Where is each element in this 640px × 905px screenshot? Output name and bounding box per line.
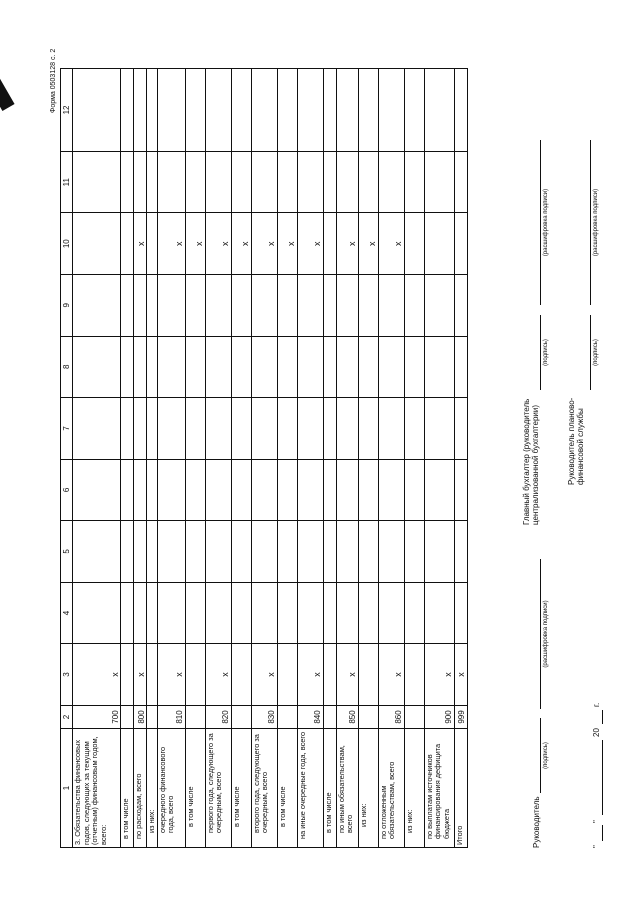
- date-day-line: [602, 825, 603, 841]
- empty-cell: [205, 274, 231, 336]
- empty-cell: [454, 336, 467, 398]
- empty-cell: [277, 521, 297, 583]
- row-label: первого года, следующего за очередным, всего: [205, 729, 231, 848]
- empty-cell: [277, 398, 297, 460]
- table-row: [358, 69, 378, 848]
- empty-cell: [157, 69, 185, 152]
- row-label: из них:: [358, 729, 378, 848]
- column-header: 4: [61, 582, 73, 644]
- empty-cell: [73, 521, 121, 583]
- date-year-line: [602, 710, 603, 724]
- empty-cell: [134, 151, 147, 213]
- empty-cell: [404, 644, 424, 706]
- row-code: [185, 705, 205, 728]
- empty-cell: [231, 274, 251, 336]
- empty-cell: [404, 336, 424, 398]
- row-code: 830: [251, 705, 277, 728]
- empty-cell: [424, 336, 454, 398]
- empty-cell: [404, 213, 424, 275]
- column-header-row: [61, 69, 73, 848]
- table-row: [147, 69, 158, 848]
- empty-cell: [185, 336, 205, 398]
- empty-cell: [157, 151, 185, 213]
- head-decode-line: [540, 559, 541, 709]
- empty-cell: [121, 151, 134, 213]
- x-mark-cell: x: [297, 213, 323, 275]
- empty-cell: [134, 69, 147, 152]
- empty-cell: [231, 582, 251, 644]
- column-header: 7: [61, 398, 73, 460]
- empty-cell: [404, 274, 424, 336]
- table-row: [121, 69, 134, 848]
- empty-cell: [358, 644, 378, 706]
- column-header: 9: [61, 274, 73, 336]
- date-quote-close: ": [592, 820, 601, 823]
- empty-cell: [323, 69, 336, 152]
- table-row: [277, 69, 297, 848]
- row-label: в том числе: [185, 729, 205, 848]
- table-row: [424, 69, 454, 848]
- table-row: [185, 69, 205, 848]
- row-code: 840: [297, 705, 323, 728]
- x-mark-cell: x: [134, 213, 147, 275]
- date-quote-open: ": [592, 845, 601, 848]
- empty-cell: [231, 69, 251, 152]
- empty-cell: [277, 274, 297, 336]
- empty-cell: [297, 69, 323, 152]
- row-code: [147, 705, 158, 728]
- table-row: [404, 69, 424, 848]
- empty-cell: [277, 644, 297, 706]
- row-label: в том числе: [231, 729, 251, 848]
- empty-cell: [121, 213, 134, 275]
- obligations-table: [60, 68, 468, 848]
- empty-cell: [424, 69, 454, 152]
- empty-cell: [454, 582, 467, 644]
- table-row: [231, 69, 251, 848]
- empty-cell: [121, 274, 134, 336]
- empty-cell: [297, 582, 323, 644]
- empty-cell: [323, 151, 336, 213]
- x-mark-cell: x: [251, 213, 277, 275]
- head-signature-hint: (подпись): [543, 742, 549, 769]
- empty-cell: [424, 582, 454, 644]
- empty-cell: [336, 582, 358, 644]
- empty-cell: [157, 582, 185, 644]
- empty-cell: [73, 336, 121, 398]
- empty-cell: [323, 398, 336, 460]
- empty-cell: [424, 398, 454, 460]
- empty-cell: [297, 398, 323, 460]
- empty-cell: [121, 336, 134, 398]
- empty-cell: [454, 69, 467, 152]
- x-mark-cell: x: [231, 213, 251, 275]
- row-code: 700: [73, 705, 121, 728]
- empty-cell: [147, 644, 158, 706]
- empty-cell: [251, 398, 277, 460]
- empty-cell: [378, 336, 404, 398]
- empty-cell: [251, 336, 277, 398]
- empty-cell: [454, 398, 467, 460]
- empty-cell: [454, 459, 467, 521]
- planning-decode-line: [590, 140, 591, 305]
- empty-cell: [404, 521, 424, 583]
- empty-cell: [358, 521, 378, 583]
- row-code: 800: [134, 705, 147, 728]
- head-decode-hint: (расшифровка подписи): [543, 600, 549, 668]
- empty-cell: [121, 398, 134, 460]
- empty-cell: [147, 582, 158, 644]
- row-label: по расходам, всего: [134, 729, 147, 848]
- accountant-signature-line: [540, 315, 541, 390]
- empty-cell: [378, 151, 404, 213]
- x-mark-cell: x: [185, 213, 205, 275]
- empty-cell: [251, 582, 277, 644]
- row-label: в том числе: [323, 729, 336, 848]
- empty-cell: [323, 459, 336, 521]
- table-row: [157, 69, 185, 848]
- empty-cell: [231, 398, 251, 460]
- date-month-line: [602, 740, 603, 815]
- row-label: из них:: [404, 729, 424, 848]
- row-label: очередного финансового года, всего: [157, 729, 185, 848]
- empty-cell: [297, 459, 323, 521]
- empty-cell: [134, 582, 147, 644]
- empty-cell: [231, 151, 251, 213]
- empty-cell: [185, 521, 205, 583]
- column-header: 10: [61, 213, 73, 275]
- empty-cell: [424, 151, 454, 213]
- row-code: 810: [157, 705, 185, 728]
- empty-cell: [404, 69, 424, 152]
- empty-cell: [121, 69, 134, 152]
- empty-cell: [323, 274, 336, 336]
- planning-signature-hint: (подпись): [593, 339, 599, 366]
- empty-cell: [277, 336, 297, 398]
- row-code: 860: [378, 705, 404, 728]
- row-code: [121, 705, 134, 728]
- accountant-signature-hint: (подпись): [543, 339, 549, 366]
- empty-cell: [121, 459, 134, 521]
- accountant-decode-hint: (расшифровка подписи): [543, 188, 549, 257]
- empty-cell: [185, 582, 205, 644]
- empty-cell: [404, 398, 424, 460]
- column-header: 8: [61, 336, 73, 398]
- empty-cell: [73, 274, 121, 336]
- empty-cell: [205, 459, 231, 521]
- empty-cell: [358, 69, 378, 152]
- x-mark-cell: x: [157, 644, 185, 706]
- empty-cell: [336, 274, 358, 336]
- empty-cell: [185, 644, 205, 706]
- table-row: [336, 69, 358, 848]
- empty-cell: [147, 336, 158, 398]
- empty-cell: [157, 521, 185, 583]
- empty-cell: [358, 582, 378, 644]
- row-code: 999: [454, 705, 467, 728]
- empty-cell: [454, 274, 467, 336]
- empty-cell: [454, 151, 467, 213]
- empty-cell: [147, 151, 158, 213]
- x-mark-cell: x: [358, 213, 378, 275]
- form-code: Форма 0503128 с. 2: [50, 48, 57, 113]
- empty-cell: [251, 459, 277, 521]
- row-code: 850: [336, 705, 358, 728]
- planning-head-label: Руководитель планово-финансовой службы: [567, 397, 585, 485]
- empty-cell: [147, 521, 158, 583]
- empty-cell: [134, 336, 147, 398]
- empty-cell: [205, 582, 231, 644]
- empty-cell: [323, 644, 336, 706]
- empty-cell: [358, 274, 378, 336]
- empty-cell: [231, 459, 251, 521]
- table-row: [73, 69, 121, 848]
- x-mark-cell: x: [205, 213, 231, 275]
- empty-cell: [277, 582, 297, 644]
- empty-cell: [358, 151, 378, 213]
- row-code: 820: [205, 705, 231, 728]
- x-mark-cell: x: [277, 213, 297, 275]
- row-code: [358, 705, 378, 728]
- row-code: [404, 705, 424, 728]
- empty-cell: [251, 69, 277, 152]
- empty-cell: [121, 521, 134, 583]
- empty-cell: [185, 459, 205, 521]
- x-mark-cell: x: [454, 644, 467, 706]
- empty-cell: [73, 582, 121, 644]
- scan-corner-mark: [0, 71, 15, 111]
- x-mark-cell: x: [424, 644, 454, 706]
- date-year-suffix: г.: [592, 702, 601, 707]
- empty-cell: [404, 582, 424, 644]
- empty-cell: [277, 151, 297, 213]
- table-row: [205, 69, 231, 848]
- table-body: [73, 69, 468, 848]
- empty-cell: [378, 274, 404, 336]
- empty-cell: [134, 398, 147, 460]
- empty-cell: [297, 336, 323, 398]
- table-row: [323, 69, 336, 848]
- row-label: второго года, следующего за очередным, всего: [251, 729, 277, 848]
- empty-cell: [424, 459, 454, 521]
- empty-cell: [378, 69, 404, 152]
- chief-accountant-label: Главный бухгалтер (руководитель централизованной бухгалтерии): [522, 398, 540, 525]
- empty-cell: [121, 582, 134, 644]
- empty-cell: [205, 151, 231, 213]
- table-row: [378, 69, 404, 848]
- empty-cell: [231, 336, 251, 398]
- empty-cell: [358, 398, 378, 460]
- empty-cell: [358, 459, 378, 521]
- empty-cell: [73, 213, 121, 275]
- head-signature-line: [540, 718, 541, 793]
- empty-cell: [73, 69, 121, 152]
- empty-cell: [358, 336, 378, 398]
- x-mark-cell: x: [378, 213, 404, 275]
- empty-cell: [205, 69, 231, 152]
- x-mark-cell: x: [205, 644, 231, 706]
- empty-cell: [185, 274, 205, 336]
- empty-cell: [424, 521, 454, 583]
- column-header: 5: [61, 521, 73, 583]
- row-code: [277, 705, 297, 728]
- empty-cell: [205, 521, 231, 583]
- empty-cell: [323, 582, 336, 644]
- empty-cell: [378, 521, 404, 583]
- row-label: по отложенным обязательствам, всего: [378, 729, 404, 848]
- empty-cell: [378, 459, 404, 521]
- x-mark-cell: x: [297, 644, 323, 706]
- table-row: [251, 69, 277, 848]
- row-label: в том числе: [277, 729, 297, 848]
- empty-cell: [404, 459, 424, 521]
- date-year-prefix: 20: [592, 728, 601, 737]
- x-mark-cell: x: [251, 644, 277, 706]
- column-header: 12: [61, 69, 73, 152]
- empty-cell: [336, 459, 358, 521]
- empty-cell: [147, 274, 158, 336]
- row-label: в том числе: [121, 729, 134, 848]
- x-mark-cell: x: [336, 213, 358, 275]
- empty-cell: [185, 398, 205, 460]
- empty-cell: [454, 521, 467, 583]
- empty-cell: [404, 151, 424, 213]
- table-row: [134, 69, 147, 848]
- empty-cell: [73, 459, 121, 521]
- x-mark-cell: x: [73, 644, 121, 706]
- empty-cell: [157, 398, 185, 460]
- planning-decode-hint: (расшифровка подписи): [593, 188, 599, 257]
- row-code: [231, 705, 251, 728]
- empty-cell: [424, 213, 454, 275]
- empty-cell: [185, 151, 205, 213]
- row-label: по иным обязательствам, всего: [336, 729, 358, 848]
- column-header: 6: [61, 459, 73, 521]
- empty-cell: [231, 644, 251, 706]
- empty-cell: [205, 398, 231, 460]
- empty-cell: [277, 459, 297, 521]
- x-mark-cell: x: [134, 644, 147, 706]
- empty-cell: [157, 336, 185, 398]
- row-label: из них:: [147, 729, 158, 848]
- x-mark-cell: x: [157, 213, 185, 275]
- empty-cell: [323, 336, 336, 398]
- table-row: [454, 69, 467, 848]
- empty-cell: [297, 521, 323, 583]
- empty-cell: [121, 644, 134, 706]
- head-label: Руководитель: [532, 796, 541, 848]
- empty-cell: [147, 69, 158, 152]
- empty-cell: [336, 69, 358, 152]
- empty-cell: [147, 213, 158, 275]
- empty-cell: [73, 398, 121, 460]
- row-label: на иные очередные года, всего: [297, 729, 323, 848]
- column-header: 11: [61, 151, 73, 213]
- empty-cell: [378, 398, 404, 460]
- empty-cell: [297, 151, 323, 213]
- empty-cell: [336, 151, 358, 213]
- x-mark-cell: x: [336, 644, 358, 706]
- empty-cell: [454, 213, 467, 275]
- table-row: [297, 69, 323, 848]
- empty-cell: [336, 521, 358, 583]
- empty-cell: [336, 398, 358, 460]
- empty-cell: [378, 582, 404, 644]
- row-code: [323, 705, 336, 728]
- empty-cell: [157, 459, 185, 521]
- empty-cell: [147, 459, 158, 521]
- accountant-decode-line: [540, 140, 541, 305]
- column-header: 1: [61, 729, 73, 848]
- empty-cell: [147, 398, 158, 460]
- planning-signature-line: [590, 315, 591, 390]
- empty-cell: [134, 459, 147, 521]
- empty-cell: [297, 274, 323, 336]
- empty-cell: [134, 274, 147, 336]
- empty-cell: [251, 151, 277, 213]
- empty-cell: [205, 336, 231, 398]
- empty-cell: [323, 213, 336, 275]
- x-mark-cell: x: [378, 644, 404, 706]
- row-label: Итого: [454, 729, 467, 848]
- empty-cell: [157, 274, 185, 336]
- column-header: 2: [61, 705, 73, 728]
- empty-cell: [185, 69, 205, 152]
- column-header: 3: [61, 644, 73, 706]
- row-code: 900: [424, 705, 454, 728]
- empty-cell: [251, 521, 277, 583]
- empty-cell: [323, 521, 336, 583]
- empty-cell: [277, 69, 297, 152]
- empty-cell: [336, 336, 358, 398]
- row-label: по выплатам источников финансирования дефицита бюджета: [424, 729, 454, 848]
- empty-cell: [424, 274, 454, 336]
- empty-cell: [251, 274, 277, 336]
- empty-cell: [231, 521, 251, 583]
- empty-cell: [73, 151, 121, 213]
- row-label: 3. Обязательства финансовых годов, следующих за текущим (отчетным) финансовым годом, всего:: [73, 729, 121, 848]
- empty-cell: [134, 521, 147, 583]
